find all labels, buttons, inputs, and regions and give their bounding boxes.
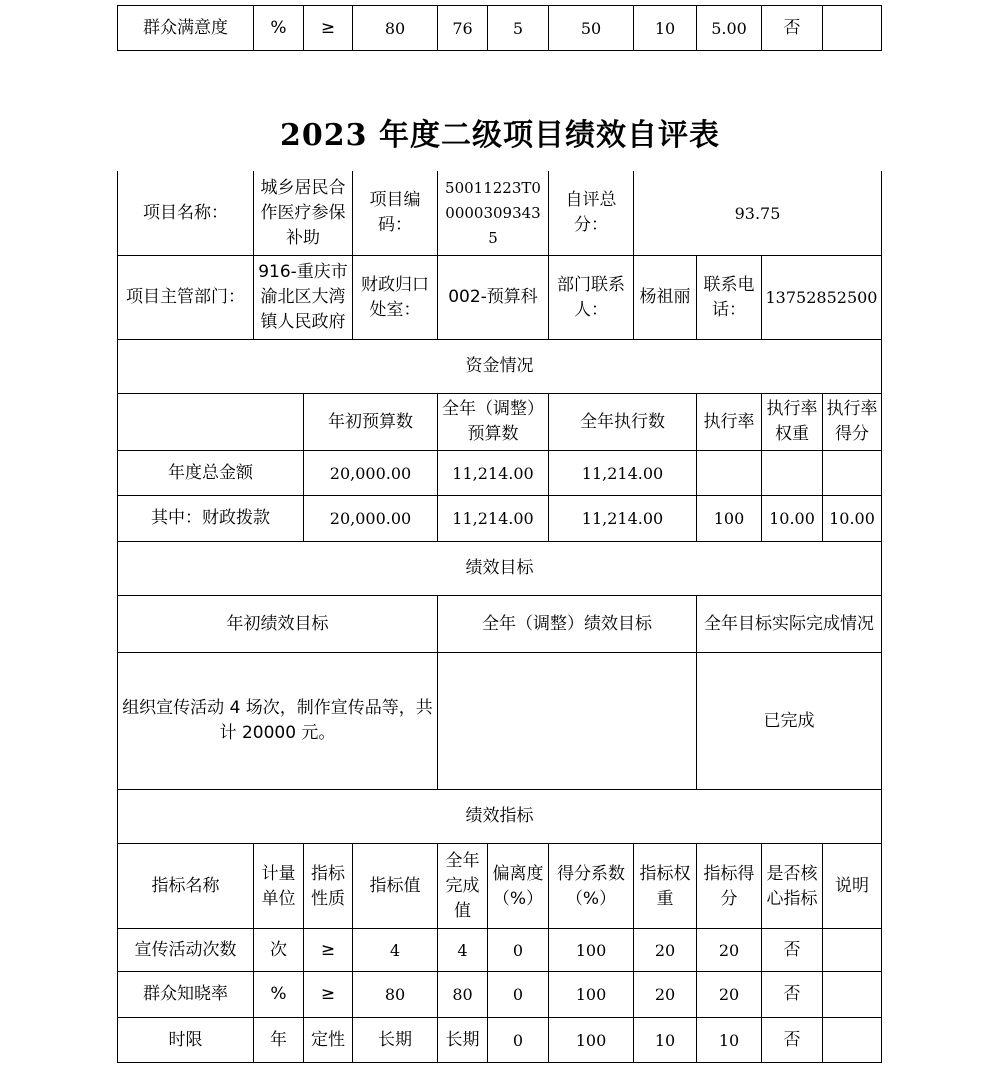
ind-row-score: 20 bbox=[696, 971, 762, 1018]
ind-header-coefficient: 得分系数（%） bbox=[548, 843, 634, 929]
total-score-value: 93.75 bbox=[633, 171, 882, 256]
top-row-value: 80 bbox=[352, 5, 438, 51]
ind-header-deviation: 偏离度（%） bbox=[487, 843, 549, 929]
funds-header-score: 执行率得分 bbox=[822, 393, 882, 451]
phone-value: 13752852500 bbox=[761, 255, 882, 340]
ind-row-note bbox=[822, 928, 882, 972]
funds-row-label: 年度总金额 bbox=[117, 450, 304, 496]
funds-header-weight: 执行率权重 bbox=[761, 393, 823, 451]
goals-adjusted-label: 全年（调整）绩效目标 bbox=[437, 595, 697, 653]
ind-row-weight: 10 bbox=[633, 1017, 697, 1063]
ind-row-nature: 定性 bbox=[303, 1017, 353, 1063]
total-score-label: 自评总分： bbox=[548, 171, 634, 256]
funds-row-executed: 11,214.00 bbox=[548, 495, 697, 542]
phone-label: 联系电话： bbox=[696, 255, 762, 340]
ind-row-coefficient: 100 bbox=[548, 1017, 634, 1063]
ind-row-deviation: 0 bbox=[487, 928, 549, 972]
funds-row-rate: 100 bbox=[696, 495, 762, 542]
indicators-section-title: 绩效指标 bbox=[117, 789, 882, 844]
goals-actual-label: 全年目标实际完成情况 bbox=[696, 595, 882, 653]
ind-header-unit: 计量单位 bbox=[253, 843, 304, 929]
project-code-label: 项目编码： bbox=[352, 171, 438, 256]
ind-row-weight: 20 bbox=[633, 971, 697, 1018]
project-name-value: 城乡居民合作医疗参保补助 bbox=[253, 171, 353, 256]
funds-row-score: 10.00 bbox=[822, 495, 882, 542]
ind-row-value: 80 bbox=[352, 971, 438, 1018]
funds-row-adjusted: 11,214.00 bbox=[437, 495, 549, 542]
ind-row-unit: % bbox=[253, 971, 304, 1018]
ind-row-deviation: 0 bbox=[487, 1017, 549, 1063]
funds-row-budget: 20,000.00 bbox=[303, 450, 438, 496]
ind-row-name: 群众知晓率 bbox=[117, 971, 254, 1018]
ind-row-deviation: 0 bbox=[487, 971, 549, 1018]
ind-row-actual: 4 bbox=[437, 928, 488, 972]
ind-row-coefficient: 100 bbox=[548, 971, 634, 1018]
funds-row-rate bbox=[696, 450, 762, 496]
ind-row-unit: 次 bbox=[253, 928, 304, 972]
ind-row-core: 否 bbox=[761, 971, 823, 1018]
funds-header-rate: 执行率 bbox=[696, 393, 762, 451]
ind-header-nature: 指标性质 bbox=[303, 843, 353, 929]
top-row-name: 群众满意度 bbox=[117, 5, 254, 51]
goals-section-title: 绩效目标 bbox=[117, 541, 882, 596]
ind-header-actual: 全年完成值 bbox=[437, 843, 488, 929]
ind-row-name: 时限 bbox=[117, 1017, 254, 1063]
finance-office-label: 财政归口处室： bbox=[352, 255, 438, 340]
funds-header-blank bbox=[117, 393, 304, 451]
finance-office-value: 002-预算科 bbox=[437, 255, 549, 340]
project-code-value: 50011223T000003093435 bbox=[437, 171, 549, 256]
dept-label: 项目主管部门： bbox=[117, 255, 254, 340]
ind-row-weight: 20 bbox=[633, 928, 697, 972]
funds-row-weight: 10.00 bbox=[761, 495, 823, 542]
top-row-actual: 76 bbox=[437, 5, 488, 51]
top-row-score: 5.00 bbox=[696, 5, 762, 51]
funds-section-title: 资金情况 bbox=[117, 339, 882, 394]
ind-row-score: 10 bbox=[696, 1017, 762, 1063]
funds-row-executed: 11,214.00 bbox=[548, 450, 697, 496]
top-row-coefficient: 50 bbox=[548, 5, 634, 51]
funds-header-budget: 年初预算数 bbox=[303, 393, 438, 451]
ind-row-coefficient: 100 bbox=[548, 928, 634, 972]
goals-initial-value: 组织宣传活动 4 场次，制作宣传品等，共计 20000 元。 bbox=[117, 652, 438, 790]
funds-row-score bbox=[822, 450, 882, 496]
ind-row-nature: ≥ bbox=[303, 971, 353, 1018]
ind-row-core: 否 bbox=[761, 928, 823, 972]
ind-row-nature: ≥ bbox=[303, 928, 353, 972]
contact-person-value: 杨祖丽 bbox=[633, 255, 697, 340]
ind-row-unit: 年 bbox=[253, 1017, 304, 1063]
ind-header-weight: 指标权重 bbox=[633, 843, 697, 929]
project-name-label: 项目名称： bbox=[117, 171, 254, 256]
contact-person-label: 部门联系人： bbox=[548, 255, 634, 340]
ind-row-actual: 长期 bbox=[437, 1017, 488, 1063]
goals-actual-value: 已完成 bbox=[696, 652, 882, 790]
ind-header-value: 指标值 bbox=[352, 843, 438, 929]
ind-row-value: 4 bbox=[352, 928, 438, 972]
ind-row-name: 宣传活动次数 bbox=[117, 928, 254, 972]
funds-header-adjusted: 全年（调整）预算数 bbox=[437, 393, 549, 451]
top-row-weight: 10 bbox=[633, 5, 697, 51]
ind-header-core: 是否核心指标 bbox=[761, 843, 823, 929]
top-row-note bbox=[822, 5, 882, 51]
top-row-unit: % bbox=[253, 5, 304, 51]
page-title: 2023 年度二级项目绩效自评表 bbox=[280, 118, 720, 153]
goals-initial-label: 年初绩效目标 bbox=[117, 595, 438, 653]
ind-row-note bbox=[822, 1017, 882, 1063]
top-row-nature: ≥ bbox=[303, 5, 353, 51]
goals-adjusted-value bbox=[437, 652, 697, 790]
dept-value: 916-重庆市渝北区大湾镇人民政府 bbox=[253, 255, 353, 340]
ind-row-core: 否 bbox=[761, 1017, 823, 1063]
ind-header-name: 指标名称 bbox=[117, 843, 254, 929]
ind-row-actual: 80 bbox=[437, 971, 488, 1018]
ind-header-note: 说明 bbox=[822, 843, 882, 929]
funds-header-executed: 全年执行数 bbox=[548, 393, 697, 451]
ind-header-score: 指标得分 bbox=[696, 843, 762, 929]
top-row-deviation: 5 bbox=[487, 5, 549, 51]
funds-row-budget: 20,000.00 bbox=[303, 495, 438, 542]
funds-row-weight bbox=[761, 450, 823, 496]
ind-row-note bbox=[822, 971, 882, 1018]
funds-row-label: 其中：财政拨款 bbox=[117, 495, 304, 542]
top-row-core: 否 bbox=[761, 5, 823, 51]
ind-row-value: 长期 bbox=[352, 1017, 438, 1063]
ind-row-score: 20 bbox=[696, 928, 762, 972]
funds-row-adjusted: 11,214.00 bbox=[437, 450, 549, 496]
